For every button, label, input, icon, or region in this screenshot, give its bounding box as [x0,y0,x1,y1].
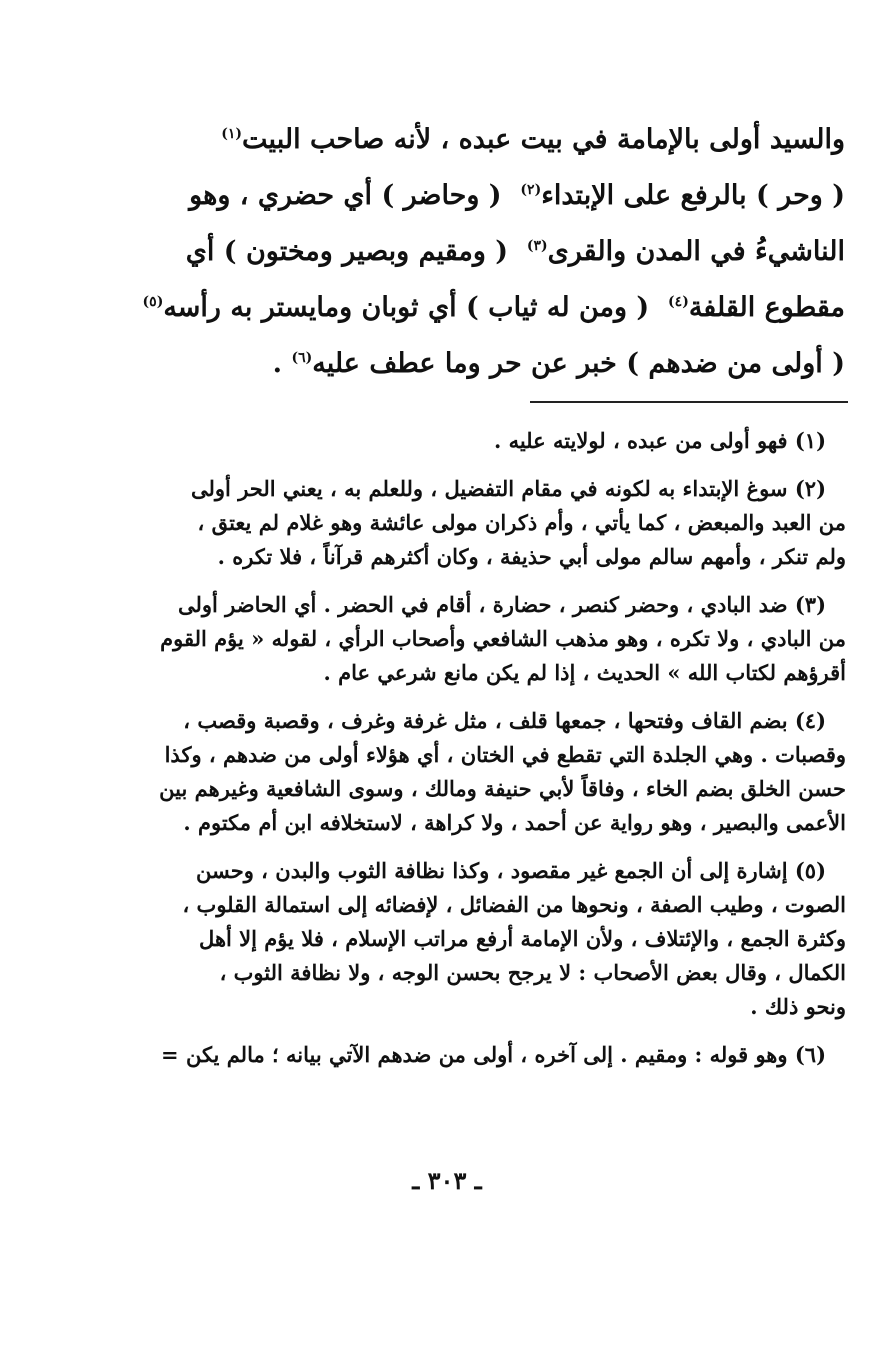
footnote-line: وقصبات . وهي الجلدة التي تقطع في الختان ، أي هؤلاء أولى من ضدهم ، وكذا [164,742,846,767]
footnote-4 [128,704,846,840]
footnote-3 [128,588,846,690]
footnote-marker: (٢) [520,182,542,198]
main-text [130,112,845,392]
footnote-line: الأعمى والبصير ، وهو رواية عن أحمد ، ولا كراهة ، لاستخلافه ابن أم مكتوم . [183,810,846,835]
main-line-text: ( ومن له ثياب ) أي ثوبان ومايستر به رأسه [163,292,650,323]
footnote-line: (٥) إشارة إلى أن الجمع غير مقصود ، وكذا نظافة الثوب والبدن ، وحسن [196,858,826,883]
main-line-text: ( وحاضر ) أي حضري ، وهو [189,180,502,211]
main-line-text: مقطوع القلفة [688,292,845,323]
footnote-line: (٤) بضم القاف وفتحها ، جمعها قلف ، مثل غرفة وغرف ، وقصبة وقصب ، [183,708,826,733]
footnote-line: أقرؤهم لكتاب الله » الحديث ، إذا لم يكن مانع شرعي عام . [323,660,846,685]
footnotes [128,424,846,1086]
footnote-line: ونحو ذلك . [750,994,846,1019]
footnote-line: (١) فهو أولى من عبده ، لولايته عليه . [493,428,826,453]
footnote-line: (٦) وهو قوله : ومقيم . إلى آخره ، أولى من ضدهم الآتي بيانه ؛ مالم يكن = [161,1042,826,1067]
main-line-text: والسيد أولى بالإمامة في بيت عبده ، لأنه صاحب البيت [242,124,845,155]
main-line [130,280,845,336]
footnote-1 [128,424,846,458]
footnote-line: وكثرة الجمع ، والإئتلاف ، ولأن الإمامة أرفع مراتب الإسلام ، فلا يؤم إلا أهل [199,926,846,951]
footnote-line: من البادي ، ولا تكره ، وهو مذهب الشافعي وأصحاب الرأي ، لقوله « يؤم القوم [160,626,846,651]
footnote-line: من العبد والمبعض ، كما يأتي ، وأم ذكران مولى عائشة وهو غلام لم يعتق ، [197,510,846,535]
main-line-text: ( أولى من ضدهم ) خبر عن حر وما عطف عليه [312,348,845,379]
main-line [130,224,845,280]
footnote-marker: (٤) [668,294,689,310]
footnote-line: (٣) ضد البادي ، وحضر كنصر ، حضارة ، أقام في الحضر . أي الحاضر أولى [177,592,826,617]
footnote-line: الصوت ، وطيب الصفة ، ونحوها من الفضائل ، لإفضائه إلى استمالة القلوب ، [182,892,846,917]
footnote-6 [128,1038,846,1072]
footnote-line: ولم تنكر ، وأمهم سالم مولى أبي حذيفة ، وكان أكثرهم قرآناً ، فلا تكره . [217,544,846,569]
footnote-marker: (٥) [142,294,164,310]
page-number: ـ ٣٠٣ ـ [412,1166,482,1195]
footnote-marker: (٣) [526,238,548,254]
footnote-line: (٢) سوغ الإبتداء به لكونه في مقام التفضيل ، وللعلم به ، يعني الحر أولى [191,476,826,501]
main-line-text: الناشيءُ في المدن والقرى [547,236,845,267]
footnote-5 [128,854,846,1024]
main-line-text: ( ومقيم وبصير ومختون ) أي [185,236,509,267]
footnote-marker: (٦) [291,350,313,366]
footnote-separator [530,401,848,403]
main-line [130,112,845,168]
main-line [130,168,845,224]
footnote-2 [128,472,846,574]
footnote-marker: (١) [221,126,243,142]
footnote-line: الكمال ، وقال بعض الأصحاب : لا يرجح بحسن الوجه ، ولا نظافة الثوب ، [219,960,846,985]
main-line: ( أولى من ضدهم ) خبر عن حر وما عطف عليه$^{(٦)}$ . [272,348,845,379]
footnote-line: حسن الخلق بضم الخاء ، وفاقاً لأبي حنيفة ومالك ، وسوى الشافعية وغيرهم بين [159,776,846,801]
main-line-text: ( وحر ) بالرفع على الإبتداء [541,180,845,211]
